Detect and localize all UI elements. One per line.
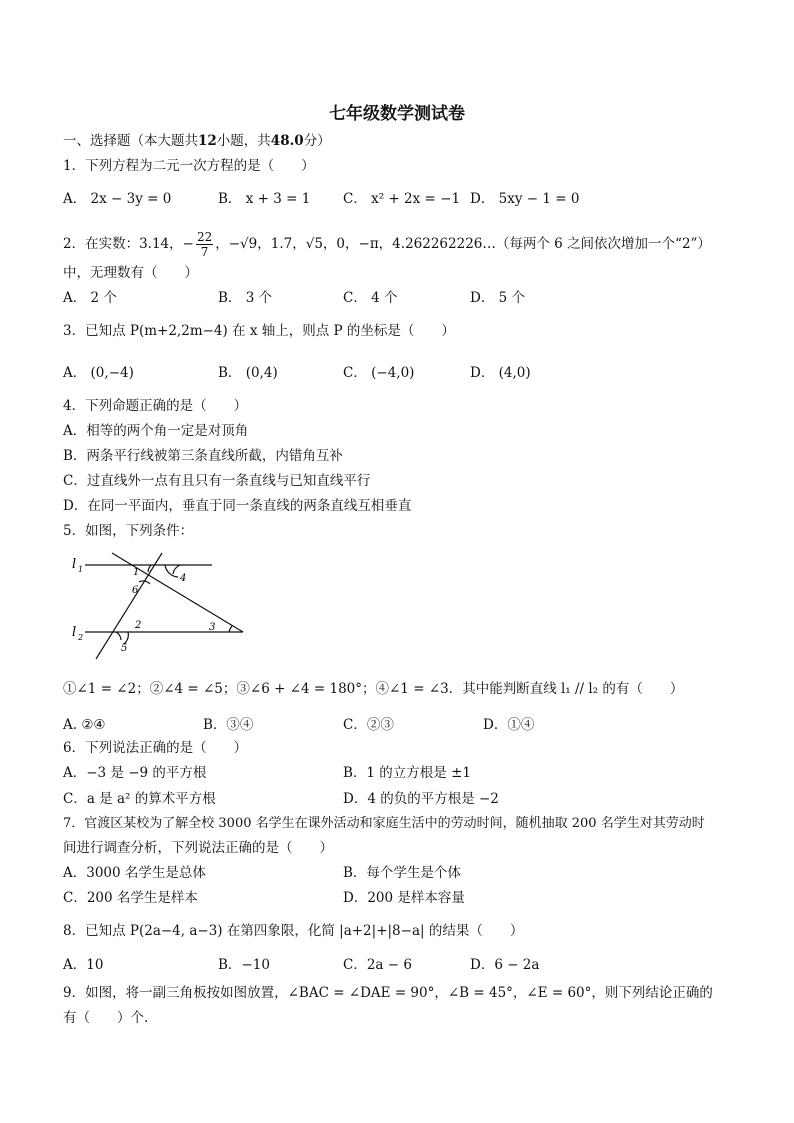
q5-angle-3: 3: [209, 622, 216, 633]
section-end: 分）: [303, 133, 331, 149]
q8-option-a: A．10: [63, 957, 104, 973]
q5-angle-5: 5: [121, 643, 128, 654]
q3-stem: 3．已知点 P(m+2,2m−4) 在 x 轴上，则点 P 的坐标是（ ）: [63, 323, 455, 339]
section-label: 一、选择题（本大题共: [63, 133, 198, 149]
section-count: 12: [198, 133, 217, 149]
q5-label-l1-sub: 1: [78, 565, 84, 574]
q8-option-c: C．2a − 6: [343, 957, 412, 973]
q7-option-d: D．200 是样本容量: [343, 890, 465, 906]
q3-option-d: D． (4,0): [470, 365, 531, 381]
q2-option-d: D． 5 个: [470, 290, 525, 306]
q5-label-l2-sub: 2: [78, 633, 84, 642]
q1-stem: 1．下列方程为二元一次方程的是（ ）: [63, 158, 315, 174]
q5-angle-2: 2: [135, 620, 142, 631]
q5-option-a: A. ②④: [63, 717, 106, 733]
q1-option-c: C． x² + 2x = −1: [343, 191, 461, 207]
q7-stem-line1: 7．官渡区某校为了解全校 3000 名学生在课外活动和家庭生活中的劳动时间，随机抽取 200 名学生对其劳动时: [63, 816, 705, 831]
q4-option-b: B．两条平行线被第三条直线所截，内错角互补: [63, 448, 343, 464]
q7-stem-line2: 间进行调查分析，下列说法正确的是（ ）: [63, 840, 333, 856]
q9-stem-line1: 9．如图，将一副三角板按如图放置，∠BAC = ∠DAE = 90°，∠B = 45°，∠E = 60°，则下列结论正确的: [63, 985, 713, 1001]
q5-label-l2: l: [72, 625, 77, 640]
q7-option-b: B．每个学生是个体: [343, 865, 461, 881]
q2-fraction: [196, 230, 213, 259]
q9-stem-line2: 有（ ）个.: [63, 1010, 149, 1026]
q2-fraction-numerator: 22: [196, 230, 213, 244]
q4-option-a: A．相等的两个角一定是对顶角: [63, 423, 249, 439]
q7-option-c: C．200 名学生是样本: [63, 890, 198, 906]
page-title: 七年级数学测试卷: [329, 104, 465, 124]
q2-fraction-denominator: 7: [200, 245, 209, 259]
q7-option-a: A．3000 名学生是总体: [63, 865, 206, 881]
q5-figure: [60, 550, 260, 665]
q2-option-c: C． 4 个: [343, 290, 398, 306]
q5-conditions: ①∠1 = ∠2；②∠4 = ∠5；③∠6 + ∠4 = 180°；④∠1 = ∠3．其中能判断直线 l₁ // l₂ 的有（ ）: [63, 681, 684, 697]
q6-option-b: B．1 的立方根是 ±1: [343, 765, 471, 781]
q2-stem: [63, 230, 711, 259]
q4-stem: 4．下列命题正确的是（ ）: [63, 398, 248, 414]
q2-after-fraction: ，−√9，1.7，√5，0，−π，4.262262226…（每两个 6 之间依次增加一个“2”）: [215, 236, 711, 252]
q4-option-d: D．在同一平面内，垂直于同一条直线的两条直线互相垂直: [63, 498, 412, 514]
section-heading: [63, 132, 331, 150]
q2-option-a: A． 2 个: [63, 290, 117, 306]
q6-stem: 6．下列说法正确的是（ ）: [63, 740, 248, 756]
q1-option-b: B． x + 3 = 1: [218, 191, 311, 207]
q5-label-l1: l: [72, 557, 77, 572]
q6-option-a: A．−3 是 −9 的平方根: [63, 765, 207, 781]
q2-stem-line2: 中，无理数有（ ）: [63, 265, 198, 281]
q2-prefix: 2．在实数：3.14，−: [63, 236, 194, 252]
q5-stem: 5．如图，下列条件：: [63, 523, 194, 539]
q3-option-b: B． (0,4): [218, 365, 278, 381]
q4-option-c: C．过直线外一点有且只有一条直线与已知直线平行: [63, 473, 371, 489]
q3-option-c: C． (−4,0): [343, 365, 415, 381]
q8-option-b: B．−10: [218, 957, 270, 973]
q1-option-d: D． 5xy − 1 = 0: [470, 191, 580, 207]
q5-angle-6: 6: [132, 585, 139, 596]
section-score: 48.0: [270, 133, 304, 149]
q5-option-c: C．②③: [343, 717, 394, 733]
q5-option-d: D．①④: [483, 717, 535, 733]
q1-option-a: A． 2x − 3y = 0: [63, 191, 172, 207]
section-mid: 小题，共: [216, 133, 271, 149]
q8-option-d: D．6 − 2a: [470, 957, 540, 973]
q5-angle-4: 4: [180, 573, 187, 584]
q6-option-d: D．4 的负的平方根是 −2: [343, 791, 499, 807]
q2-option-b: B． 3 个: [218, 290, 273, 306]
q3-option-a: A． (0,−4): [63, 365, 134, 381]
q8-stem: 8．已知点 P(2a−4, a−3) 在第四象限，化简 |a+2|+|8−a| 的结果（ ）: [63, 923, 524, 939]
q5-option-b: B．③④: [203, 717, 254, 733]
q6-option-c: C．a 是 a² 的算术平方根: [63, 791, 216, 807]
q5-angle-1: 1: [133, 567, 140, 578]
